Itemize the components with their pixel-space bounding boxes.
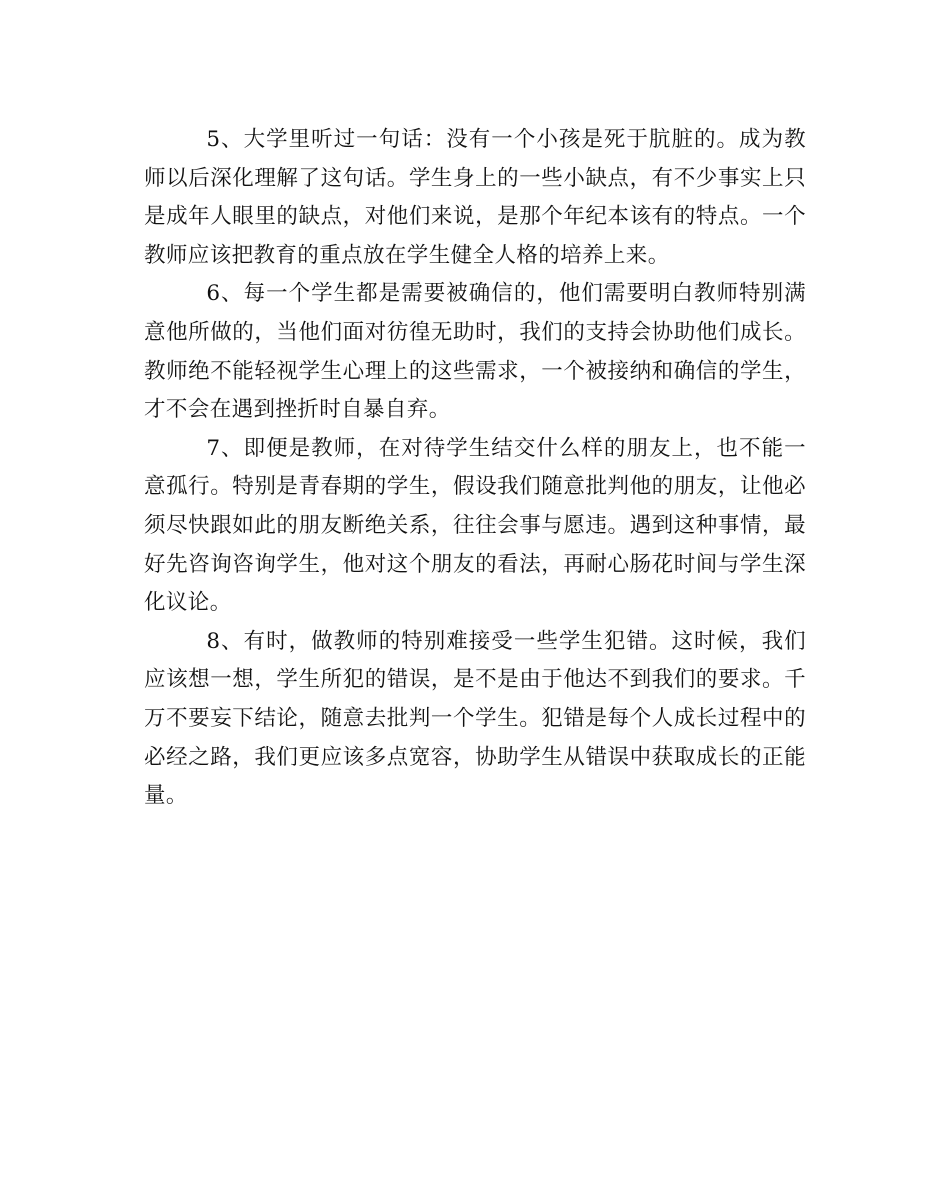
document-body [144, 121, 806, 816]
paragraph-5: 5、大学里听过一句话：没有一个小孩是死于肮脏的。成为教师以后深化理解了这句话。学生身上的一些小缺点，有不少事实上只是成年人眼里的缺点，对他们来说，是那个年纪本该有的特点。一个教师应该把教育的重点放在学生健全人格的培养上来。 [144, 127, 806, 268]
paragraph-6: 6、每一个学生都是需要被确信的，他们需要明白教师特别满意他所做的，当他们面对彷徨无助时，我们的支持会协助他们成长。教师绝不能轻视学生心理上的这些需求，一个被接纳和确信的学生，才不会在遇到挫折时自暴自弃。 [144, 281, 806, 423]
paragraph-7: 7、即便是教师，在对待学生结交什么样的朋友上，也不能一意孤行。特别是青春期的学生，假设我们随意批判他的朋友，让他必须尽快跟如此的朋友断绝关系，往往会事与愿违。遇到这种事情，最好先咨询咨询学生，他对这个朋友的看法，再耐心肠花时间与学生深化议论。 [144, 435, 806, 616]
paragraph-8: 8、有时，做教师的特别难接受一些学生犯错。这时候，我们应该想一想，学生所犯的错误，是不是由于他达不到我们的要求。千万不要妄下结论，随意去批判一个学生。犯错是每个人成长过程中的必经之路，我们更应该多点宽容，协助学生从错误中获取成长的正能量。 [144, 628, 806, 809]
